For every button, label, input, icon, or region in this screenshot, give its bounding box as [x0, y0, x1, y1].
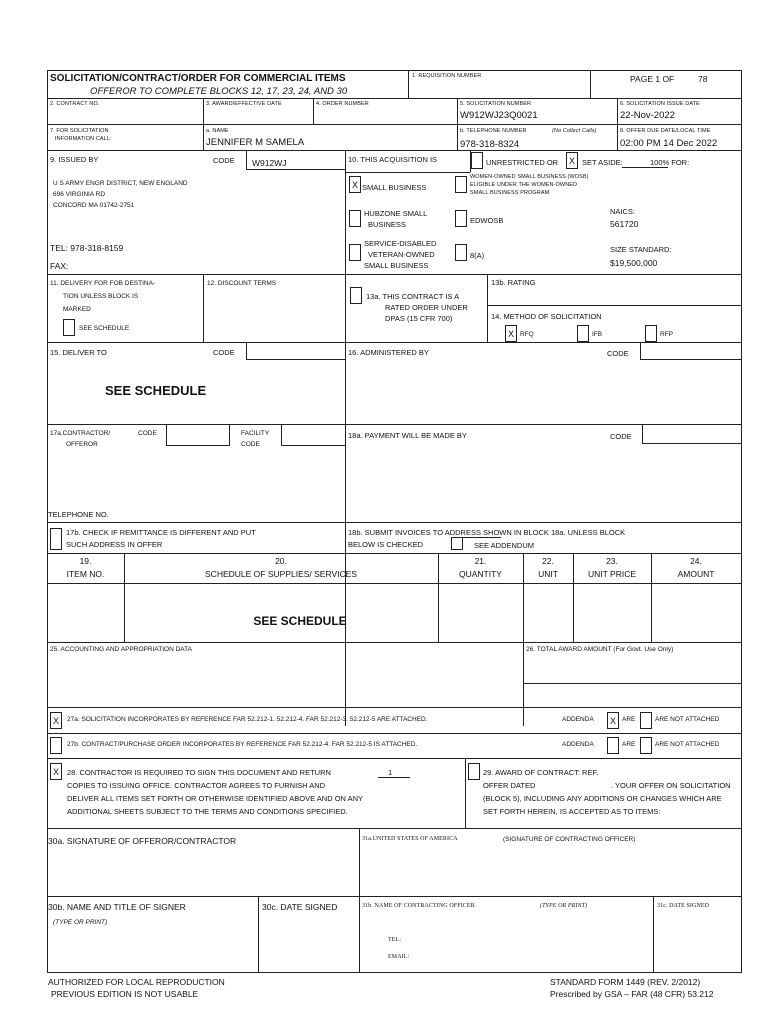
small-business-label: SMALL BUSINESS [362, 183, 427, 192]
info-call-label-2: INFORMATION CALL: [55, 136, 112, 142]
issued-code-label: CODE [213, 156, 235, 165]
co-type-label: (TYPE OR PRINT) [540, 903, 588, 909]
unrestricted-checkbox[interactable] [471, 152, 483, 169]
sdvosb-label-3: SMALL BUSINESS [364, 261, 429, 270]
sdvosb-checkbox[interactable] [349, 244, 361, 261]
remittance-label-1: 17b. CHECK IF REMITTANCE IS DIFFERENT AND PUT [66, 528, 256, 537]
facility-label-2: CODE [241, 441, 260, 448]
acquisition-label: 10. THIS ACQUISITION IS [348, 155, 438, 164]
block-28-line-3: DELIVER ALL ITEMS SET FORTH OR OTHERWISE IDENTIFIED ABOVE AND ON ANY [67, 794, 364, 803]
signer-type-label: (TYPE OR PRINT) [53, 919, 108, 926]
payment-label: 18a. PAYMENT WILL BE MADE BY [348, 431, 467, 440]
contractor-sign-checkbox[interactable]: X [50, 763, 62, 780]
issuer-tel: TEL: 978-318-8159 [50, 243, 124, 253]
amount-header: AMOUNT [677, 569, 715, 579]
due-date: 02:00 PM 14 Dec 2022 [620, 138, 718, 149]
co-name-label: 31b. NAME OF CONTRACTING OFFICER [362, 903, 475, 909]
offeror-signature-label: 30a. SIGNATURE OF OFFEROR/CONTRACTOR [48, 836, 237, 846]
total-award-label: 26. TOTAL AWARD AMOUNT (For Govt. Use Only) [526, 646, 674, 653]
requisition-number-label: 1. REQUISITION NUMBER [412, 73, 482, 79]
invoices-label-1: 18b. SUBMIT INVOICES TO ADDRESS SHOWN IN BLOCK 18a. UNLESS BLOCK [348, 528, 626, 537]
block-29-line-1: 29. AWARD OF CONTRACT: REF. [483, 768, 599, 777]
contract-no-label: 2. CONTRACT NO. [50, 101, 100, 107]
frame-right [741, 70, 742, 973]
frame-bottom [47, 972, 741, 973]
delivery-fob-label-2: TION UNLESS BLOCK IS [63, 293, 139, 300]
quantity-number: 21. [474, 556, 487, 566]
accounting-label: 25. ACCOUNTING AND APPROPRIATION DATA [50, 646, 192, 653]
ifb-checkbox[interactable] [577, 325, 589, 342]
issuer-address-3: CONCORD MA 01742-2751 [53, 202, 135, 209]
contact-name: JENNIFER M SAMELA [206, 137, 305, 148]
remittance-checkbox[interactable] [50, 528, 62, 550]
rfq-label: RFQ [520, 331, 534, 338]
issuer-address-2: 696 VIRGINIA RD [53, 191, 106, 198]
block-29-line-4: SET FORTH HEREIN, IS ACCEPTED AS TO ITEMS: [483, 807, 661, 816]
set-aside-percent: 100% FOR: [650, 158, 690, 167]
fob-destination-checkbox[interactable] [63, 319, 75, 336]
award-checkbox[interactable] [468, 763, 480, 780]
schedule-header: SCHEDULE OF SUPPLIES/ SERVICES [205, 569, 357, 579]
addendum-checkbox[interactable] [451, 537, 463, 550]
issuer-address-1: U S ARMY ENGR DISTRICT, NEW ENGLAND [53, 180, 188, 187]
block-27a-not-attached: ARE NOT ATTACHED [655, 716, 720, 723]
block-29-line-2b: . YOUR OFFER ON SOLICITATION [611, 781, 731, 790]
due-date-label: 8. OFFER DUE DATE/LOCAL TIME [620, 128, 711, 134]
contractor-label-1: 17a.CONTRACTOR/ [50, 430, 111, 437]
sdvosb-label-1: SERVICE-DISABLED [364, 239, 437, 248]
footer-prescribed: Prescribed by GSA – FAR (48 CFR) 53.212 [550, 989, 714, 999]
unit-price-number: 23. [606, 556, 618, 566]
eight-a-checkbox[interactable] [455, 244, 467, 261]
hubzone-checkbox[interactable] [349, 210, 361, 227]
deliver-to-see-schedule: SEE SCHEDULE [105, 383, 207, 398]
payment-code-label: CODE [610, 432, 632, 441]
co-signature-label: (SIGNATURE OF CONTRACTING OFFICER) [503, 836, 636, 843]
form-title: SOLICITATION/CONTRACT/ORDER FOR COMMERCIAL ITEMS [50, 73, 346, 84]
invoices-label-2: BELOW IS CHECKED [348, 540, 424, 549]
block-28-line-2: COPIES TO ISSUING OFFICE. CONTRACTOR AGREES TO FURNISH AND [67, 781, 326, 790]
phone-label: b. TELEPHONE NUMBER [460, 128, 527, 134]
edwosb-label: EDWOSB [470, 216, 504, 225]
phone-note: (No Collect Calls) [552, 128, 597, 134]
delivery-fob-label-1: 11. DELIVERY FOR FOB DESTINA- [50, 280, 156, 287]
block-27a-not-checkbox[interactable] [640, 712, 652, 729]
wosb-label-2: ELIGIBLE UNDER THE WOMEN-OWNED [470, 182, 578, 188]
addenda-27b-checkbox[interactable] [50, 737, 62, 754]
block-27b-addenda: ADDENDA [562, 741, 594, 748]
remittance-label-2: SUCH ADDRESS IN OFFER [66, 540, 163, 549]
page-total: 78 [698, 74, 708, 84]
eight-a-label: 8(A) [470, 251, 485, 260]
addendum-label: SEE ADDENDUM [474, 541, 535, 550]
co-date-label: 31c. DATE SIGNED [657, 903, 710, 909]
wosb-label-3: SMALL BUSINESS PROGRAM [470, 190, 550, 196]
hubzone-label-1: HUBZONE SMALL [364, 209, 428, 218]
issued-by-label: 9. ISSUED BY [50, 155, 99, 164]
signer-name-label: 30b. NAME AND TITLE OF SIGNER [48, 902, 186, 912]
discount-terms-label: 12. DISCOUNT TERMS [207, 280, 277, 287]
naics-label: NAICS: [610, 207, 636, 216]
naics-code: 561720 [610, 219, 639, 229]
set-aside-label: SET ASIDE: [582, 158, 623, 167]
page-label: PAGE 1 OF [630, 74, 675, 84]
small-business-checkbox[interactable]: X [349, 176, 361, 193]
footer-authorized: AUTHORIZED FOR LOCAL REPRODUCTION [48, 977, 225, 987]
facility-label-1: FACILITY [241, 430, 270, 437]
contractor-label-2: OFFEROR [66, 441, 98, 448]
rfq-checkbox[interactable]: X [505, 325, 517, 342]
amount-number: 24. [690, 556, 702, 566]
schedule-see-schedule: SEE SCHEDULE [253, 614, 347, 628]
contractor-code-label: CODE [138, 430, 157, 437]
block-28-line-1: 28. CONTRACTOR IS REQUIRED TO SIGN THIS DOCUMENT AND RETURN [67, 768, 331, 777]
telephone-label: TELEPHONE NO. [48, 510, 109, 519]
co-tel-label: TEL: [388, 937, 402, 943]
award-date-label: 3. AWARD/EFFECTIVE DATE [206, 101, 282, 107]
footer-form-number: STANDARD FORM 1449 (REV. 2/2012) [550, 977, 701, 987]
unrestricted-label: UNRESTRICTED OR [486, 158, 559, 167]
hubzone-label-2: BUSINESS [368, 220, 406, 229]
block-27b-are: ARE [622, 741, 636, 748]
block-28-line-4: ADDITIONAL SHEETS SUBJECT TO THE TERMS AND CONDITIONS SPECIFIED. [67, 807, 348, 816]
edwosb-checkbox[interactable] [455, 210, 467, 227]
deliver-to-label: 15. DELIVER TO [50, 348, 107, 357]
sdvosb-label-2: VETERAN-OWNED [368, 250, 435, 259]
delivery-fob-label-3: MARKED [63, 306, 91, 313]
block-28-copies: 1 [388, 768, 393, 777]
block-29-line-3: (BLOCK 5), INCLUDING ANY ADDITIONS OR CHANGES WHICH ARE [483, 794, 722, 803]
addenda-27a-checkbox[interactable]: X [50, 712, 62, 729]
unit-header: UNIT [538, 569, 558, 579]
wosb-label-1: WOMEN-OWNED SMALL BUSINESS (WOSB) [470, 174, 589, 180]
rated-order-label-2: RATED ORDER UNDER [385, 303, 468, 312]
ifb-label: IFB [592, 331, 603, 338]
solicitation-number-label: 5. SOLICITATION NUMBER [460, 101, 532, 107]
rating-label: 13b. RATING [491, 278, 536, 287]
size-standard-label: SIZE STANDARD: [610, 245, 672, 254]
block-27b-not-attached: ARE NOT ATTACHED [655, 741, 720, 748]
order-number-label: 4. ORDER NUMBER [316, 101, 369, 107]
block-27b-text: 27b. CONTRACT/PURCHASE ORDER INCORPORATES BY REFERENCE FAR 52.212-4. FAR 52.212-5 IS ATTACHED. [67, 741, 418, 748]
wosb-checkbox[interactable] [455, 176, 467, 193]
frame-top [47, 70, 741, 71]
item-no-number: 19. [79, 556, 92, 566]
set-aside-checkbox[interactable]: X [566, 152, 578, 169]
block-29-line-2: OFFER DATED [483, 781, 536, 790]
administered-code-label: CODE [607, 349, 629, 358]
administered-by-label: 16. ADMINISTERED BY [348, 348, 429, 357]
deliver-code-label: CODE [213, 348, 235, 357]
name-label: a. NAME [206, 128, 229, 134]
block-27a-are: ARE [622, 716, 636, 723]
schedule-number: 20. [275, 556, 287, 566]
solicitation-number: W912WJ23Q0021 [460, 110, 538, 121]
rated-order-checkbox[interactable] [350, 287, 362, 304]
rated-order-label-3: DPAS (15 CFR 700) [385, 314, 453, 323]
issued-code: W912WJ [252, 158, 287, 168]
block-27a-text: 27a. SOLICITATION INCORPORATES BY REFERENCE FAR 52.212-1. 52.212-4. FAR 52.212-3. 52.212-5 ARE ATTACHED. [67, 716, 428, 723]
issuer-fax: FAX: [50, 261, 69, 271]
usa-label: 31a.UNITED STATES OF AMERICA [362, 836, 458, 842]
fob-see-schedule: SEE SCHEDULE [79, 325, 130, 332]
rfp-label: RFP [660, 331, 673, 338]
block-27a-addenda: ADDENDA [562, 716, 594, 723]
block-27b-are-checkbox[interactable] [607, 737, 619, 754]
item-no-header: ITEM NO. [66, 569, 105, 579]
footer-previous: PREVIOUS EDITION IS NOT USABLE [51, 989, 199, 999]
size-standard: $19,500,000 [610, 258, 658, 268]
rfp-checkbox[interactable] [645, 325, 657, 342]
phone-number: 978-318-8324 [460, 139, 520, 150]
unit-number: 22. [542, 556, 554, 566]
block-27a-are-checkbox[interactable]: X [607, 712, 619, 729]
issue-date: 22-Nov-2022 [620, 110, 675, 121]
info-call-label-1: 7. FOR SOLICITATION [50, 128, 109, 134]
rated-order-label-1: 13a. THIS CONTRACT IS A [366, 292, 460, 301]
quantity-header: QUANTITY [459, 569, 502, 579]
form-subtitle: OFFEROR TO COMPLETE BLOCKS 12, 17, 23, 24, AND 30 [90, 86, 348, 97]
issue-date-label: 6. SOLICITATION ISSUE DATE [620, 101, 700, 107]
method-label: 14. METHOD OF SOLICITATION [491, 312, 602, 321]
block-27b-not-checkbox[interactable] [640, 737, 652, 754]
co-email-label: EMAIL: [388, 954, 410, 960]
unit-price-header: UNIT PRICE [587, 569, 637, 579]
date-signed-label: 30c. DATE SIGNED [262, 902, 338, 912]
